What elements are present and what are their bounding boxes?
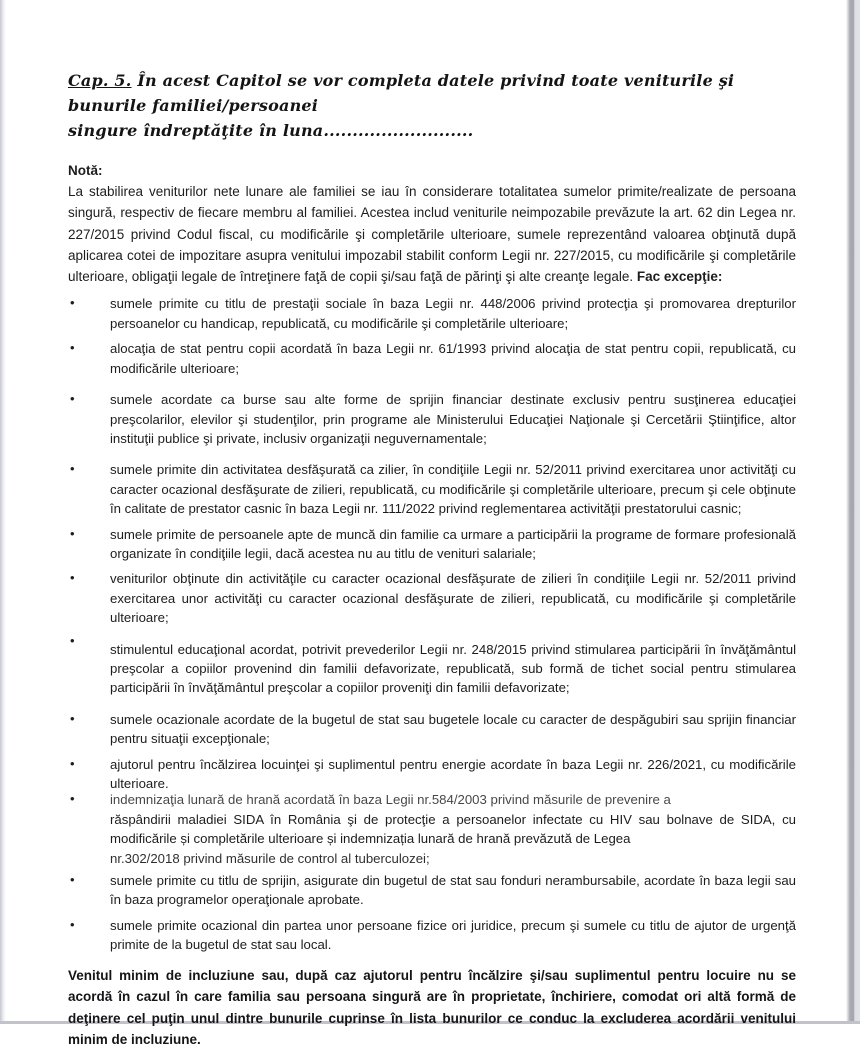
intro-text: La stabilirea veniturilor nete lunare ale familiei se iau în considerare totalitatea sumelor primite/realizate de persoana singură, respectiv de fiecare membru al familiei. Acestea includ veniturile neimpozabile prevăzute la art. 62 din Legea nr. 227/2015 privind Codul fiscal, cu modificările şi completările ulterioare, sumele reprezentând valoarea obţinută după aplicarea cotei de impozitare asupra venitului impozabil stabilit conform Legii nr. 227/2015, cu modificările şi completările ulterioare, obligaţii legale de întreţinere faţă de copii şi/sau faţă de părinţi şi alte creanţe legale.	[68, 184, 796, 285]
clipped-line-bottom	[110, 849, 796, 868]
list-item-text: stimulentul educaţional acordat, potrivit prevederilor Legii nr. 248/2015 privind stimularea participării în învăţământul preşcolar a copiilor provenind din familii defavorizate, republicată, sub formă de tichet social pentru stimularea participării în învăţământul preşcolar a copiilor proveniţi din familii defavorizate;	[110, 641, 796, 696]
list-item-text: ajutorul pentru încălzirea locuinţei şi suplimentul pentru energie acordate în baza Legii nr. 226/2021, cu modificările ulterioare.	[110, 756, 796, 792]
bullet-icon: •	[70, 755, 75, 771]
list-item-emergency-aid	[68, 916, 796, 955]
exceptions-list	[68, 294, 796, 954]
intro-paragraph	[68, 181, 796, 287]
scan-edge-right	[846, 0, 860, 1024]
list-item-text: alocaţia de stat pentru copii acordată în baza Legii nr. 61/1993 privind alocaţia de stat pentru copii, republicată, cu modificările ulterioare;	[110, 341, 796, 376]
chapter-heading	[68, 68, 796, 143]
chapter-text-line1: În acest Capitol se vor completa datele privind toate veniturile şi bunurile familiei/persoanei	[68, 71, 735, 115]
list-item-exceptional-situations	[68, 710, 796, 749]
note-label: Notă:	[68, 163, 103, 178]
list-item-text: sumele primite cu titlu de prestaţii sociale în baza Legii nr. 448/2006 privind protecţia şi promovarea drepturilor persoanelor cu handicap, republicată, cu modificările şi completările ulterioare;	[110, 296, 796, 331]
list-item-text: sumele primite cu titlu de sprijin, asigurate din bugetul de stat sau fonduri nerambursabile, acordate în baza legii sau în baza programelor operaţionale aprobate.	[110, 873, 796, 908]
list-item-occasional-income	[68, 569, 796, 627]
bullet-icon: •	[70, 791, 75, 807]
clipped-line-top	[110, 790, 796, 809]
bullet-icon: •	[70, 632, 75, 648]
list-item-heating-aid	[68, 755, 796, 794]
list-item-text: sumele primite de persoanele apte de muncă din familie ca urmare a participării la programe de formare profesională organizate în condiţiile legii, dacă acestea nu au titlu de venituri salariale;	[110, 526, 796, 561]
list-item-support-funds	[68, 871, 796, 910]
list-item-day-laborer	[68, 460, 796, 518]
list-item-child-allowance	[68, 339, 796, 378]
intro-bold-suffix: Fac excepţie:	[636, 269, 723, 285]
bullet-icon: •	[70, 391, 75, 407]
list-item-educational-incentive	[68, 632, 796, 698]
list-item-text: sumele acordate ca burse sau alte forme de sprijin financiar destinate exclusiv pentru susţinerea educaţiei preşcolarilor, elevilor şi studenţilor, prin programe ale Ministerului Educaţiei Naţionale şi Cercetării Ştiinţifice, altor instituţii publice şi private, inclusiv organizaţii neguvernamentale;	[110, 392, 796, 446]
document-page	[68, 68, 796, 1051]
chapter-heading-line1	[68, 68, 796, 118]
scan-edge-left	[0, 0, 6, 1024]
bullet-icon: •	[70, 525, 75, 541]
bullet-icon: •	[70, 916, 75, 932]
clipped-line-top-text: indemnizaţia lunară de hrană acordată în baza Legii nr.584/2003 privind măsurile de prevenire a	[110, 792, 671, 808]
list-item-food-indemnity	[68, 790, 796, 868]
bullet-icon: •	[70, 461, 75, 477]
list-item-social-benefits	[68, 294, 796, 333]
chapter-text-line2: singure îndreptăţite în luna..........................	[68, 121, 474, 140]
bullet-icon: •	[70, 295, 75, 311]
list-item-scholarships	[68, 390, 796, 448]
bullet-icon: •	[70, 710, 75, 726]
bullet-icon: •	[70, 872, 75, 888]
closing-paragraph: Venitul minim de incluziune sau, după caz ajutorul pentru încălzire şi/sau suplimentul pentru locuire nu se acordă în cazul în care familia sau persoana singură are în proprietate, închiriere, comodat ori altă formă de deţinere cel puţin unul dintre bunurile cuprinse în lista bunurilor ce conduc la excluderea acordării venitului minim de incluziune.	[68, 967, 796, 1048]
list-item-training-programs	[68, 525, 796, 564]
chapter-label: Cap. 5.	[68, 71, 132, 90]
list-item-text: sumele ocazionale acordate de la bugetul de stat sau bugetele locale cu caracter de despăgubiri sau sprijin financiar pentru situaţii excepţionale;	[110, 711, 796, 747]
bullet-icon: •	[70, 340, 75, 356]
list-item-text: răspândirii maladiei SIDA în România şi de protecţie a persoanelor infectate cu HIV sau bolnave de SIDA, cu modificările și completările ulterioare și indemnizația lunară de hrană prevăzută de Legea	[110, 811, 796, 847]
bullet-icon: •	[70, 570, 75, 586]
list-item-text: veniturilor obţinute din activităţile cu caracter ocazional desfăşurate de zilieri în condiţiile Legii nr. 52/2011 privind exercitarea unor activităţi cu caracter ocazional desfăşurate de zilieri, republicată, cu modificările şi completările ulterioare;	[110, 571, 796, 626]
list-item-text: sumele primite ocazional din partea unor persoane fizice ori juridice, precum şi sumele cu titlu de ajutor de urgenţă primite de la bugetul de stat sau local.	[110, 917, 796, 953]
clipped-line-bottom-text: nr.302/2018 privind măsurile de control al tuberculozei;	[110, 850, 430, 866]
list-item-text: sumele primite din activitatea desfăşurată ca zilier, în condiţiile Legii nr. 52/2011 privind exercitarea unor activităţi cu caracter ocazional desfăşurate de zilieri, republicată, cu modificările şi completările ulterioare, precum şi cele obţinute în calitate de prestator casnic în baza Legii nr. 111/2022 privind reglementarea activităţii prestatorului casnic;	[110, 462, 796, 517]
